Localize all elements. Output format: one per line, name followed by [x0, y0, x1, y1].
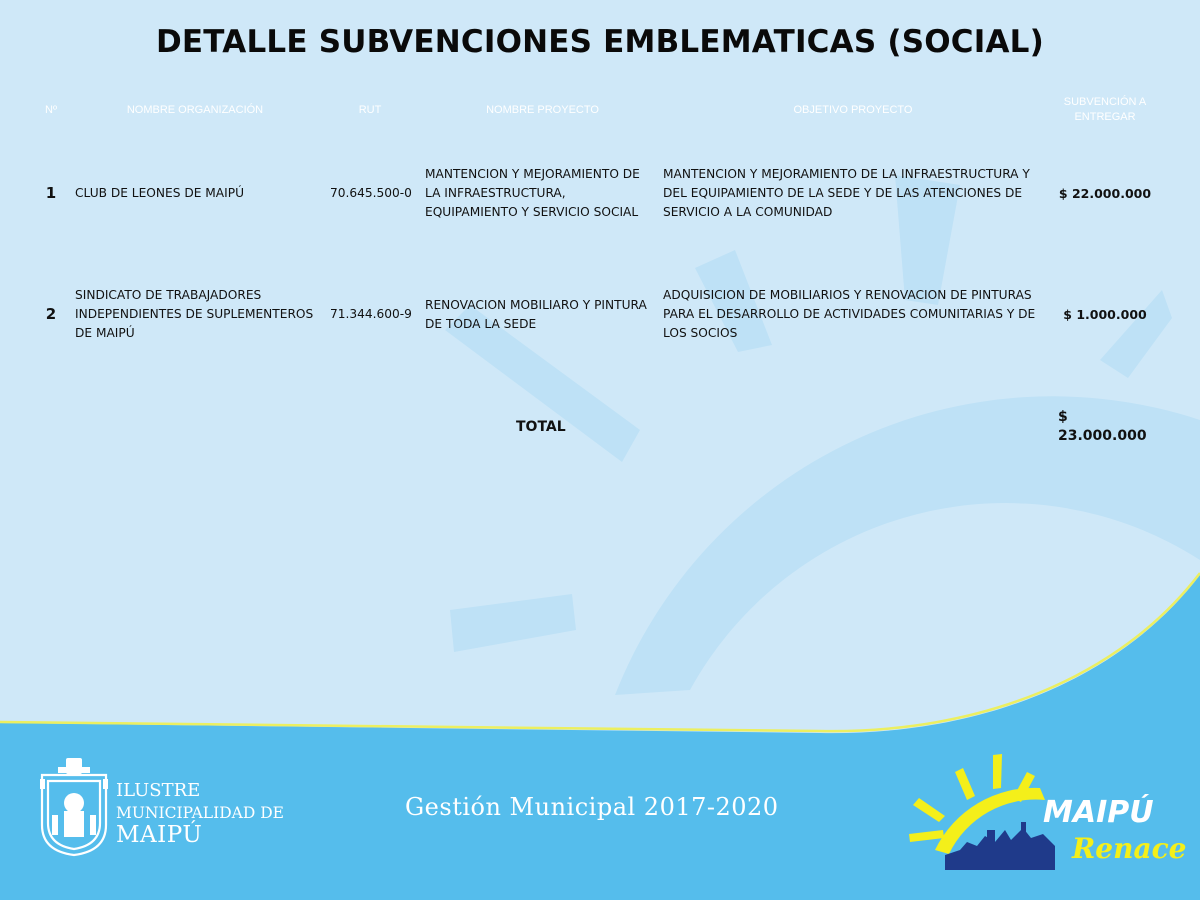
- header-organization: NOMBRE ORGANIZACIÓN: [126, 103, 264, 116]
- footer-tagline: Gestión Municipal 2017-2020: [405, 793, 779, 821]
- row-2-num: 2: [45, 305, 57, 323]
- header-num: Nº: [45, 103, 57, 116]
- logo-maipu-text: MAIPÚ: [1043, 795, 1154, 830]
- row-1-num: 1: [45, 184, 57, 202]
- row-1-objective: MANTENCION Y MEJORAMIENTO DE LA INFRAESTRUCTURA Y DEL EQUIPAMIENTO DE LA SEDE Y DE LAS ATENCIONES DE SERVICIO A LA COMUNIDAD: [663, 167, 1030, 219]
- page-title: DETALLE SUBVENCIONES EMBLEMATICAS (SOCIAL): [156, 24, 1044, 60]
- row-1-amount: $ 22.000.000: [1058, 186, 1152, 201]
- header-rut: RUT: [358, 103, 382, 116]
- row-1-project: MANTENCION Y MEJORAMIENTO DE LA INFRAESTRUCTURA, EQUIPAMIENTO Y SERVICIO SOCIAL: [425, 167, 640, 219]
- logo-renace-text: Renace: [1072, 832, 1187, 865]
- row-2-organization: SINDICATO DE TRABAJADORES INDEPENDIENTES DE SUPLEMENTEROS DE MAIPÚ: [75, 288, 314, 340]
- municipality-line-1: ILUSTRE: [116, 780, 201, 801]
- header-amount: SUBVENCIÓN A ENTREGAR: [1063, 96, 1147, 123]
- row-2-amount: $ 1.000.000: [1063, 307, 1147, 322]
- row-1-organization: CLUB DE LEONES DE MAIPÚ: [75, 186, 244, 200]
- municipality-line-3: MAIPÚ: [116, 822, 203, 848]
- total-amount: $ 23.000.000: [1058, 409, 1147, 444]
- header-project: NOMBRE PROYECTO: [486, 103, 599, 116]
- total-label: TOTAL: [516, 418, 566, 435]
- row-2-objective: ADQUISICION DE MOBILIARIOS Y RENOVACION DE PINTURAS PARA EL DESARROLLO DE ACTIVIDADES COMUNITARIAS Y DE LOS SOCIOS: [663, 288, 1036, 340]
- row-2-project: RENOVACION MOBILIARO Y PINTURA DE TODA LA SEDE: [425, 297, 647, 331]
- municipality-name: [116, 780, 284, 846]
- row-1-rut: 70.645.500-0: [330, 186, 412, 200]
- header-objective: OBJETIVO PROYECTO: [793, 103, 913, 116]
- row-2-rut: 71.344.600-9: [330, 307, 412, 321]
- municipality-line-2: MUNICIPALIDAD DE: [116, 804, 284, 822]
